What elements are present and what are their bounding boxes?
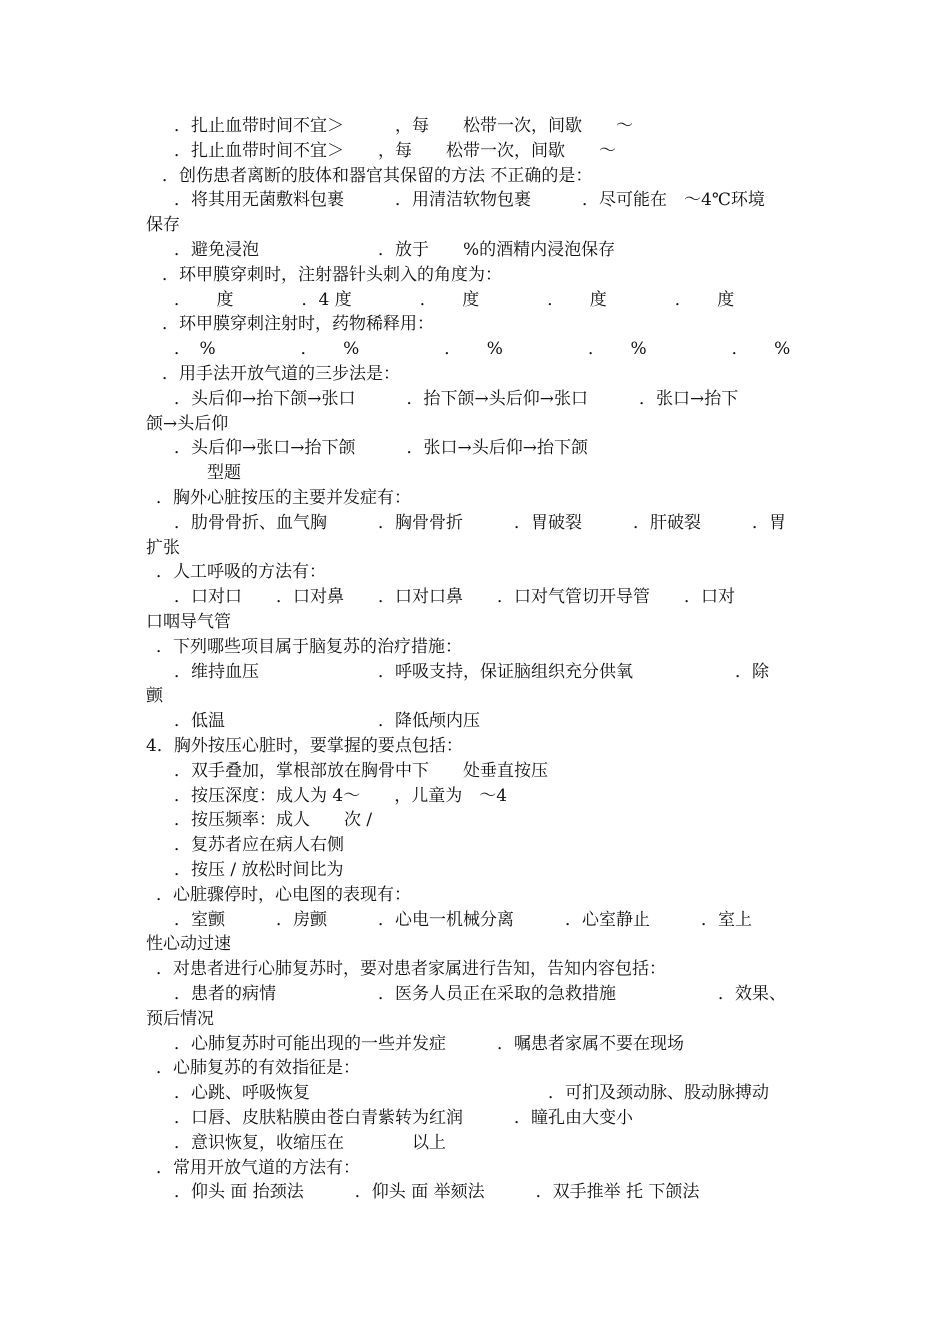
text-line: ． % ． % ． % ． % ． % [174,339,791,360]
text-line: ．口对口 ．口对鼻 ．口对口鼻 ．口对气管切开导管 ．口对 [174,587,735,608]
text-line: ．低温 ．降低颅内压 [174,711,480,732]
text-line: ．意识恢复，收缩压在 以上 [174,1132,446,1153]
text-line: ．用手法开放气道的三步法是： [162,364,400,384]
text-line: ．心肺复苏时可能出现的一些并发症 ．嘱患者家属不要在现场 [174,1033,684,1054]
text-line: 预后情况 [146,1008,214,1029]
text-line: 扩张 [146,537,180,558]
text-line: ．头后仰→抬下颌→张口 ．抬下颌→头后仰→张口 ．张口→抬下 [174,388,739,409]
text-line: ．人工呼吸的方法有： [156,562,326,583]
text-line: 口咽导气管 [146,612,231,632]
text-line: ．环甲膜穿刺注射时，药物稀释用： [162,314,434,335]
text-line: ．口唇、皮肤粘膜由苍白青紫转为红润 ．瞳孔由大变小 [174,1108,633,1128]
text-line: ． 度 ．4 度 ． 度 ． 度 ． 度 [174,289,735,310]
text-line: ．双手叠加，掌根部放在胸骨中下 处垂直按压 [174,760,548,781]
text-line: 保存 [146,215,180,236]
text-line: ．头后仰→张口→抬下颌 ．张口→头后仰→抬下颌 [174,438,588,459]
text-line: ．常用开放气道的方法有： [156,1157,360,1178]
text-line: 型题 [207,463,241,484]
text-line: ．按压 / 放松时间比为 [174,860,344,880]
text-line: ．避免浸泡 ．放于 %的酒精内浸泡保存 [174,240,616,260]
text-line: 颌→头后仰 [146,413,229,434]
text-line: ．维持血压 ．呼吸支持，保证脑组织充分供氧 ．除 [174,661,769,682]
text-line: ．扎止血带时间不宜＞ ，每 松带一次，间歇 ～ [174,116,633,136]
text-line: ．创伤患者离断的肢体和器官其保留的方法 不正确的是： [162,165,593,186]
text-line: ．扎止血带时间不宜＞ ，每 松带一次，间歇 ～ [174,140,616,161]
text-line: ．室颤 ．房颤 ．心电一机械分离 ．心室静止 ．室上 [174,909,752,930]
text-line: 性心动过速 [146,934,231,955]
text-line: ．复苏者应在病人右侧 [174,835,344,856]
text-line: ．胸外心脏按压的主要并发症有： [156,488,411,508]
text-line: ．心脏骤停时，心电图的表现有： [156,884,411,905]
text-line: 4．胸外按压心脏时，要掌握的要点包括： [146,736,463,756]
text-line: ．下列哪些项目属于脑复苏的治疗措施： [156,636,462,657]
text-line: ．按压深度：成人为 4～ ，儿童为 ～4 [174,785,508,806]
text-line: ．肋骨骨折、血气胸 ．胸骨骨折 ．胃破裂 ．肝破裂 ．胃 [174,512,786,533]
text-line: ．将其用无菌敷料包裹 ．用清洁软物包裹 ．尽可能在 ～4℃环境 [174,190,765,211]
text-line: 颤 [146,686,163,707]
text-line: ．仰头 面 抬颈法 ．仰头 面 举颏法 ．双手推举 托 下颌法 [174,1182,700,1203]
text-line: ．对患者进行心肺复苏时，要对患者家属进行告知，告知内容包括： [156,959,666,980]
text-line: ．患者的病情 ．医务人员正在采取的急救措施 ．效果、 [174,984,786,1004]
text-line: ．心跳、呼吸恢复 ．可扪及颈动脉、股动脉搏动 [174,1083,769,1104]
text-line: ．心肺复苏的有效指征是： [156,1058,360,1079]
text-line: ．环甲膜穿刺时，注射器针头刺入的角度为： [162,264,502,285]
text-line: ．按压频率：成人 次 / [174,810,373,831]
